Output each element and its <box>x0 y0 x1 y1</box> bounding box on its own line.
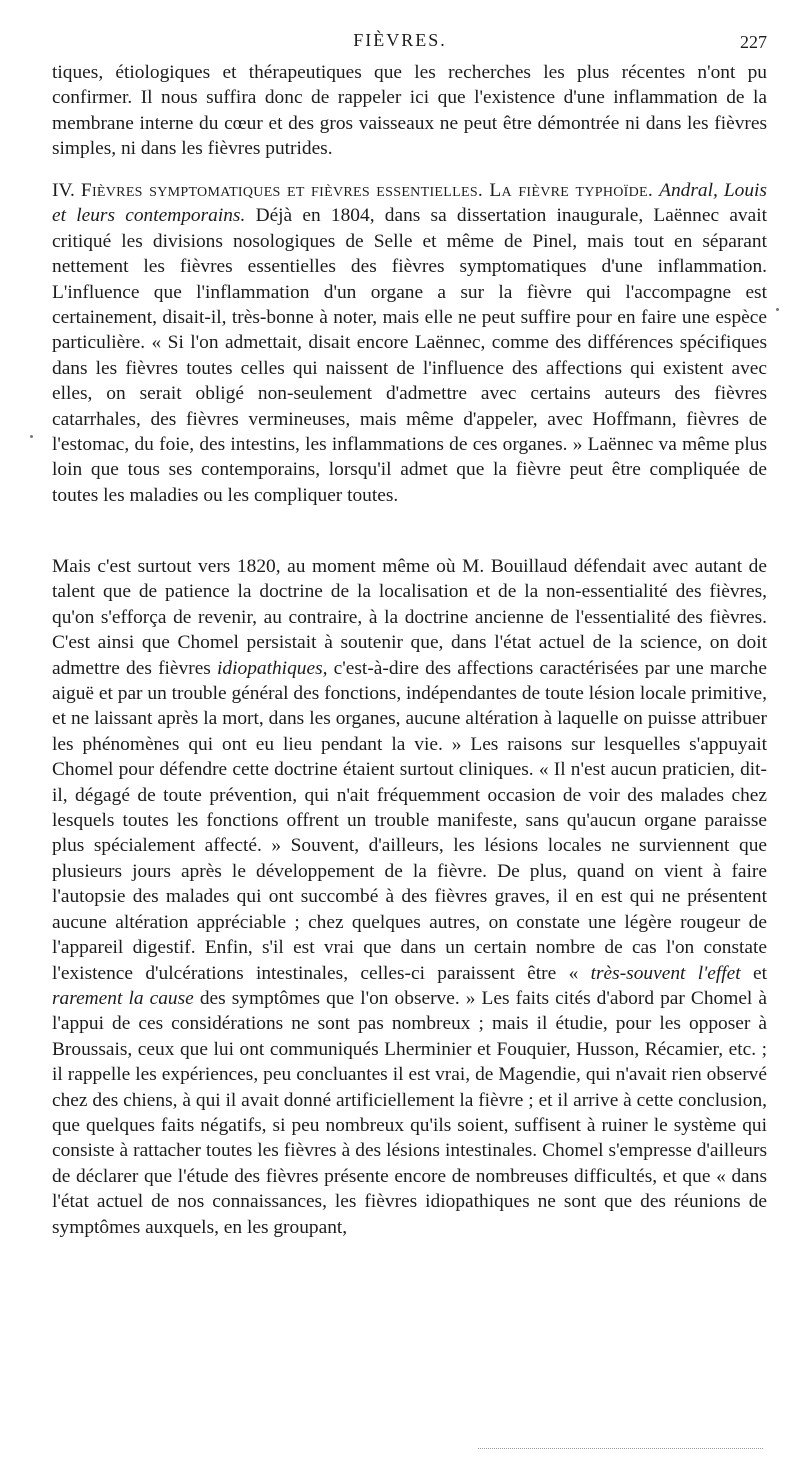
running-head <box>0 30 800 58</box>
section-number: IV. <box>52 180 75 201</box>
text-run: Mais c'est surtout vers 1820, au moment même où M. Bouillaud défendait avec autant de talent que de patience la doctrine de la localisation et de la non-essentialité des fièvres, qu'on s'efforça de revenir, au contraire, à la doctrine ancienne de l'essentialité des fièvres. C'est ainsi que Chomel persistait à soutenir que, dans l'état actuel de la science, on doit admettre des fièvres <box>52 556 767 679</box>
section-paragraph <box>52 178 767 508</box>
italic-run: idiopathiques, <box>217 657 328 679</box>
italic-run: rarement la cause <box>52 987 194 1009</box>
section-text: Déjà en 1804, dans sa dissertation inaugurale, Laënnec avait critiqué les divisions nosologiques de Selle et même de Pinel, mais tout en séparant nettement les fièvres essentielles des fièvres symptomatiques d'une inflammation. L'influence que l'inflammation d'un organe a sur la fièvre qui l'accompagne est certainement, disait-il, très-bonne à noter, mais elle ne peut suffire pour en faire une espèce particulière. « Si l'on admettait, disait encore Laënnec, comme des différences spécifiques dans les fièvres toutes celles qui naissent de l'influence des affections qui existent avec elles, on serait obligé non-seulement d'admettre avec certains auteurs des fièvres catarrhales, des fièvres vermineuses, mais même d'appeler, avec Hoffmann, fièvres de l'estomac, du foie, des intestins, les inflammations de ces organes. » Laënnec va même plus loin que tous ses contemporains, lorsqu'il admet que la fièvre peut être compliquée de toutes les maladies ou les compliquer toutes. <box>52 205 767 506</box>
paragraph-chomel <box>52 554 767 1240</box>
paragraph-text <box>52 554 767 1240</box>
margin-speck <box>776 308 779 311</box>
text-run: et <box>740 962 767 984</box>
section-heading: Fièvres symptomatiques et fièvres essentielles. La fièvre typhoïde. <box>80 180 654 201</box>
paragraph-text: tiques, étiologiques et thérapeutiques que les recherches les plus récentes n'ont pu confirmer. Il nous suffira donc de rappeler ici que l'existence d'une inflammation de la membrane interne du cœur et des gros vaisseaux ne peut être démontrée ni dans les fièvres simples, ni dans les fièvres putrides. <box>52 62 767 160</box>
margin-speck <box>30 435 33 438</box>
text-run: des symptômes que l'on observe. » Les faits cités d'abord par Chomel à l'appui de ces considérations ne sont pas nombreux ; mais il étudie, pour les opposer à Broussais, ceux que lui ont communiqués Lherminier et Fouquier, Husson, Récamier, etc. ; il rappelle les expériences, peu concluantes il est vrai, de Magendie, qui n'avait rien observé chez des chiens, à qui il avait donné artificiellement la fièvre ; et il arrive à cette conclusion, que quelques faits négatifs, si peu nombreux qu'ils soient, suffisent à ruiner le système qui consiste à rattacher toutes les fièvres à des lésions intestinales. Chomel s'empresse d'ailleurs de déclarer que l'étude des fièvres présente encore de nombreuses difficultés, et que « dans l'état actuel de nos connaissances, les fièvres idiopathiques ne sont que des réunions de symptômes auxquels, en les groupant, <box>52 987 768 1238</box>
section-iv <box>52 178 767 508</box>
footer-rule <box>478 1448 763 1449</box>
italic-run: très-souvent l'effet <box>590 962 741 984</box>
text-run: c'est-à-dire des affections caractérisées par une marche aiguë et par un trouble général des fonctions, indépendantes de toute lésion locale primitive, et ne laissant après la mort, dans les organes, aucune altération à laquelle on puisse attribuer les phénomènes qui ont eu lieu pendant la vie. » Les raisons sur lesquelles s'appuyait Chomel pour défendre cette doctrine étaient surtout cliniques. « Il n'est aucun praticien, dit-il, dégagé de toute prévention, qui n'ait fréquemment occasion de voir des malades chez lesquels toutes les fonctions offrent un trouble manifeste, sans qu'aucun organe paraisse plus spécialement affecté. » Souvent, d'ailleurs, les lésions locales ne surviennent que plusieurs jours après le développement de la fièvre. De plus, quand on vient à faire l'autopsie des malades qui ont succombé à des fièvres graves, il en est qui ne présentent aucune altération appréciable ; chez quelques autres, on constate une légère rougeur de l'appareil digestif. Enfin, s'il est vrai que dans un certain nombre de cas l'on constate l'existence d'ulcérations intestinales, celles-ci paraissent être « <box>52 657 767 984</box>
running-head-title: FIÈVRES. <box>353 30 447 50</box>
page-number: 227 <box>740 32 767 52</box>
section-authors: Andral, Louis et leurs contemporains. <box>52 180 767 227</box>
paragraph-continued <box>52 60 767 162</box>
